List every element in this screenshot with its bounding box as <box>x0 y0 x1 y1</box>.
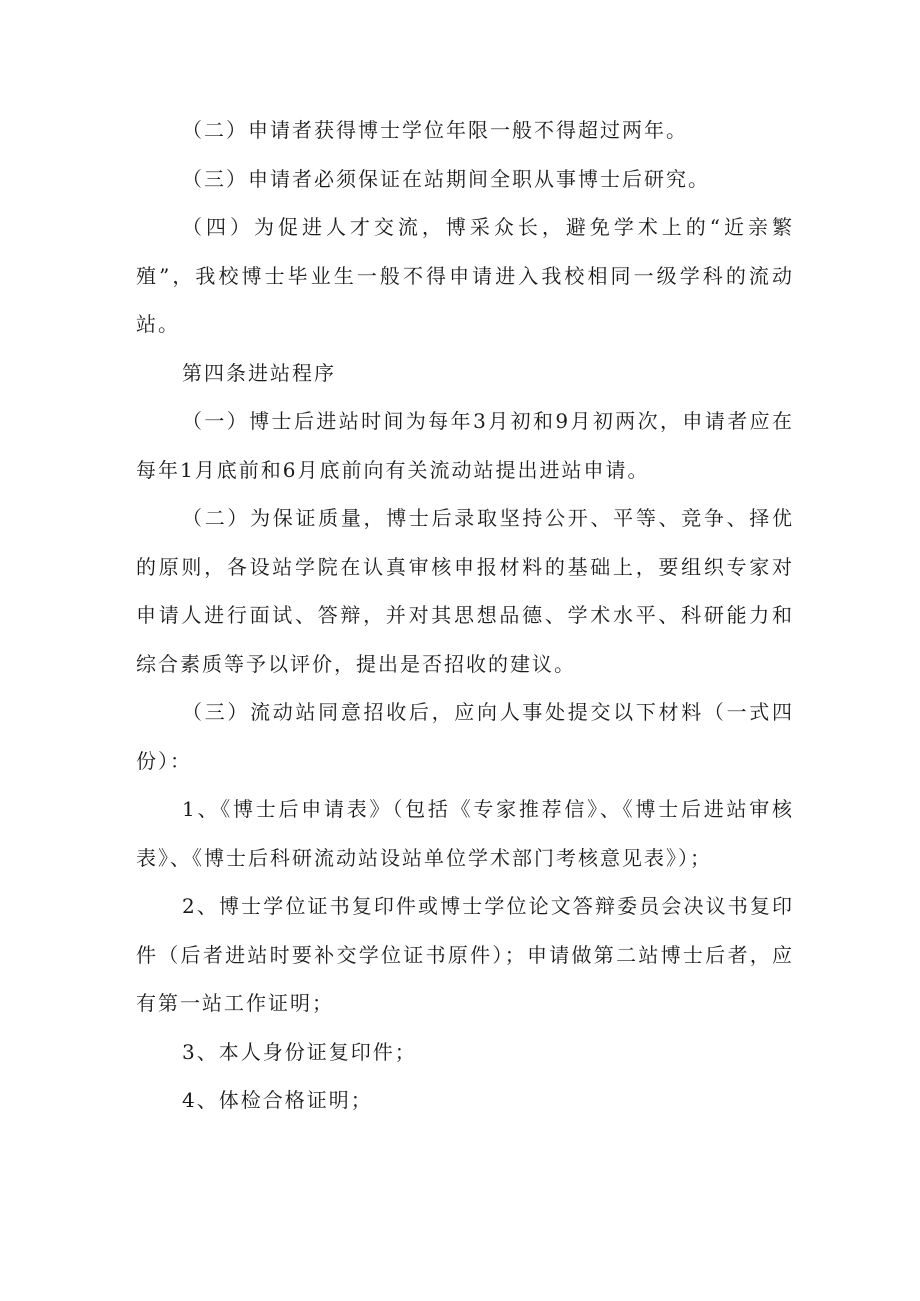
list-item-material-3: 3、本人身份证复印件； <box>182 1039 417 1064</box>
paragraph-requirement-2: （二）申请者获得博士学位年限一般不得超过两年。 <box>182 118 688 142</box>
section-heading-article-4: 第四条进站程序 <box>182 360 336 385</box>
paragraph-requirement-4: （四）为促进人才交流，博采众长，避免学术上的“近亲繁殖”，我校博士毕业生一般不得申请进入我校相同一级学科的流动站。 <box>136 215 794 336</box>
list-item-material-2: 2、博士学位证书复印件或博士学位论文答辩委员会决议书复印件（后者进站时要补交学位证书原件）；申请做第二站博士后者，应有第一站工作证明； <box>136 894 794 1015</box>
document-body <box>136 106 794 1125</box>
paragraph-requirement-3: （三）申请者必须保证在站期间全职从事博士后研究。 <box>182 166 710 191</box>
paragraph-procedure-2: （二）为保证质量，博士后录取坚持公开、平等、竞争、择优的原则，各设站学院在认真审核申报材料的基础上，要组织专家对申请人进行面试、答辩，并对其思想品德、学术水平、科研能力和综合素质等予以评价，提出是否招收的建议。 <box>136 506 794 676</box>
list-item-material-4: 4、体检合格证明； <box>182 1088 373 1112</box>
paragraph-procedure-3: （三）流动站同意招收后，应向人事处提交以下材料（一式四份）： <box>136 700 794 773</box>
list-item-material-1: 1、《博士后申请表》（包括《专家推荐信》、《博士后进站审核表》、《博士后科研流动站设站单位学术部门考核意见表》）； <box>136 797 794 870</box>
paragraph-procedure-1: （一）博士后进站时间为每年3月初和9月初两次，申请者应在每年1月底前和6月底前向有关流动站提出进站申请。 <box>136 409 794 482</box>
